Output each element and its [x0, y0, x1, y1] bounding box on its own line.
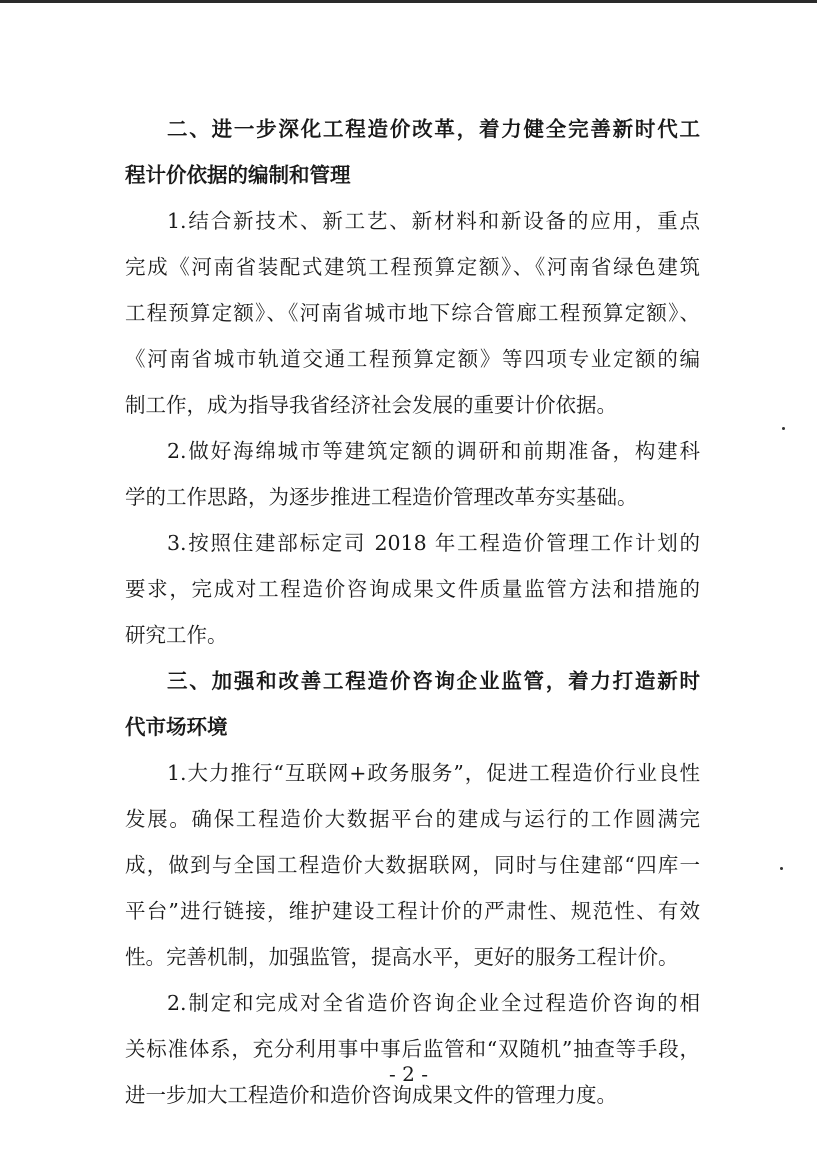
paragraph-line: 3.按照住建部标定司 2018 年工程造价管理工作计划的 [167, 531, 700, 555]
section-heading-2-line-2: 程计价依据的编制和管理 [125, 163, 351, 187]
paragraph-line: 性。完善机制，加强监管，提高水平，更好的服务工程计价。 [125, 945, 679, 969]
paragraph-line: 工程预算定额》、《河南省城市地下综合管廊工程预算定额》、 [125, 301, 700, 325]
paragraph-line: 成，做到与全国工程造价大数据联网，同时与住建部“四库一 [125, 853, 700, 877]
document-body [125, 106, 700, 1118]
paragraph-line: 关标准体系，充分利用事中事后监管和“双随机”抽查等手段， [125, 1037, 700, 1061]
scan-speck [780, 867, 783, 870]
section-heading-3-line-1: 三、加强和改善工程造价咨询企业监管，着力打造新时 [167, 669, 700, 693]
scan-top-edge [0, 0, 817, 3]
paragraph-line: 平台”进行链接，维护建设工程计价的严肃性、规范性、有效 [125, 899, 700, 923]
paragraph-line: 要求，完成对工程造价咨询成果文件质量监管方法和措施的 [125, 577, 700, 601]
paragraph-line: 研究工作。 [125, 623, 228, 647]
paragraph-line: 学的工作思路，为逐步推进工程造价管理改革夯实基础。 [125, 485, 638, 509]
paragraph-line: 《河南省城市轨道交通工程预算定额》等四项专业定额的编 [125, 347, 700, 371]
paragraph-line: 2.做好海绵城市等建筑定额的调研和前期准备，构建科 [167, 439, 700, 463]
scan-speck [782, 427, 785, 430]
paragraph-line: 2.制定和完成对全省造价咨询企业全过程造价咨询的相 [167, 991, 700, 1015]
paragraph-line: 制工作，成为指导我省经济社会发展的重要计价依据。 [125, 393, 617, 417]
section-heading-2-line-1: 二、进一步深化工程造价改革，着力健全完善新时代工 [167, 117, 700, 141]
paragraph-line: 完成《河南省装配式建筑工程预算定额》、《河南省绿色建筑 [125, 255, 700, 279]
paragraph-line: 发展。确保工程造价大数据平台的建成与运行的工作圆满完 [125, 807, 700, 831]
section-heading-3-line-2: 代市场环境 [125, 715, 228, 739]
paragraph-line: 1.大力推行“互联网+政务服务”，促进工程造价行业良性 [167, 761, 700, 785]
paragraph-line: 1.结合新技术、新工艺、新材料和新设备的应用，重点 [167, 209, 700, 233]
page-number: - 2 - [389, 1062, 428, 1086]
paragraph-line: 进一步加大工程造价和造价咨询成果文件的管理力度。 [125, 1083, 617, 1107]
